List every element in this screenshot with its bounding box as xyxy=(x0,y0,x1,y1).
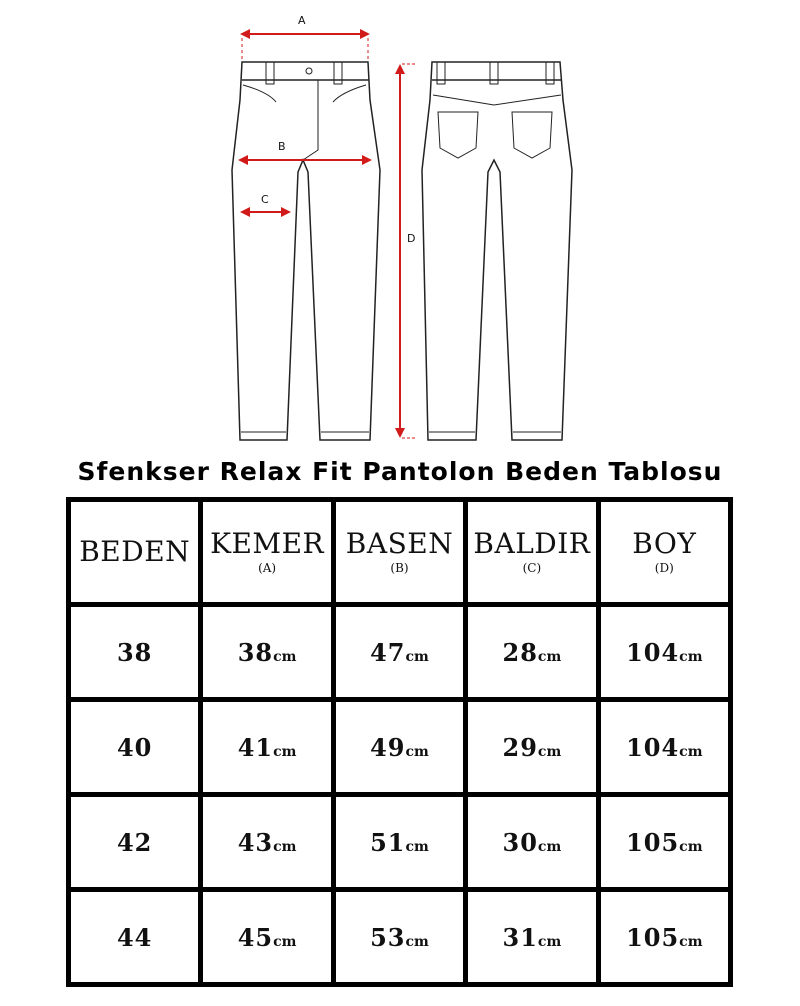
pants-measurement-diagram xyxy=(0,0,800,450)
row-4-beden-value: 44 xyxy=(116,922,153,952)
row-4-baldir xyxy=(468,892,595,982)
unit-label: cm xyxy=(679,838,703,855)
row-4-kemer xyxy=(203,892,330,982)
row-4-boy-value: 105 xyxy=(626,922,680,952)
row-2-boy xyxy=(601,702,728,792)
row-2-kemer xyxy=(203,702,330,792)
row-1-beden-value: 38 xyxy=(116,637,153,667)
row-1-boy xyxy=(601,607,728,697)
unit-label: cm xyxy=(537,933,562,950)
row-2-beden-value: 40 xyxy=(116,732,153,762)
page-title: Sfenkser Relax Fit Pantolon Beden Tablosu xyxy=(77,457,723,486)
measure-a-arrow-left xyxy=(240,29,250,39)
unit-label: cm xyxy=(405,933,429,950)
header-baldir xyxy=(468,502,595,602)
back-pants-outline xyxy=(422,62,572,440)
row-2-basen-value: 49 xyxy=(370,732,406,762)
header-kemer-sub: (A) xyxy=(258,561,277,575)
measure-c-arrow-left xyxy=(240,207,250,217)
size-table xyxy=(66,497,733,987)
back-pocket-left xyxy=(438,112,478,158)
row-3-beden xyxy=(71,797,198,887)
row-1-baldir-value: 28 xyxy=(502,637,538,667)
row-4-basen-value: 53 xyxy=(370,922,406,952)
header-boy-sub: (D) xyxy=(654,561,674,575)
unit-label: cm xyxy=(405,648,429,665)
row-4-beden xyxy=(71,892,198,982)
row-3-boy-value: 105 xyxy=(626,827,680,857)
header-boy-label: BOY xyxy=(632,527,697,560)
row-1-kemer-value: 38 xyxy=(237,637,274,667)
unit-label: cm xyxy=(537,648,562,665)
row-3-kemer xyxy=(203,797,330,887)
unit-label: cm xyxy=(273,838,297,855)
row-1-kemer xyxy=(203,607,330,697)
row-2-boy-value: 104 xyxy=(626,732,680,762)
header-beden-label: BEDEN xyxy=(79,535,191,568)
unit-label: cm xyxy=(679,933,703,950)
measure-a-arrow-right xyxy=(360,29,370,39)
measure-a-label: A xyxy=(298,14,306,27)
front-pocket-left xyxy=(243,85,276,102)
front-pocket-right xyxy=(333,85,366,102)
row-2-beden xyxy=(71,702,198,792)
unit-label: cm xyxy=(405,743,429,760)
row-2-kemer-value: 41 xyxy=(237,732,274,762)
header-beden xyxy=(71,502,198,602)
unit-label: cm xyxy=(679,648,703,665)
header-baldir-sub: (C) xyxy=(522,561,542,575)
front-pants-outline xyxy=(232,62,380,440)
unit-label: cm xyxy=(273,743,297,760)
pants-illustration xyxy=(0,0,800,450)
header-kemer xyxy=(203,502,330,602)
unit-label: cm xyxy=(679,743,703,760)
row-3-boy xyxy=(601,797,728,887)
unit-label: cm xyxy=(273,933,297,950)
row-3-basen xyxy=(336,797,463,887)
row-2-basen xyxy=(336,702,463,792)
measure-b-arrow-right xyxy=(362,155,372,165)
measure-b-arrow-left xyxy=(238,155,248,165)
row-3-kemer-value: 43 xyxy=(237,827,274,857)
row-4-boy xyxy=(601,892,728,982)
front-zip-fly xyxy=(303,80,318,160)
row-3-baldir xyxy=(468,797,595,887)
row-4-basen xyxy=(336,892,463,982)
row-4-kemer-value: 45 xyxy=(237,922,274,952)
row-3-beden-value: 42 xyxy=(116,827,153,857)
front-pants-view xyxy=(232,62,380,440)
header-kemer-label: KEMER xyxy=(210,527,325,560)
header-basen-label: BASEN xyxy=(345,527,454,560)
unit-label: cm xyxy=(273,648,297,665)
header-basen-sub: (B) xyxy=(390,561,409,575)
row-1-boy-value: 104 xyxy=(626,637,680,667)
back-pocket-right xyxy=(512,112,552,158)
measure-d-label: D xyxy=(407,232,416,245)
measure-d-arrow-top xyxy=(395,64,405,74)
header-baldir-label: BALDIR xyxy=(473,527,591,560)
row-3-baldir-value: 30 xyxy=(502,827,538,857)
unit-label: cm xyxy=(537,743,562,760)
row-3-basen-value: 51 xyxy=(370,827,406,857)
header-boy xyxy=(601,502,728,602)
measure-b-label: B xyxy=(278,140,286,153)
unit-label: cm xyxy=(405,838,429,855)
row-1-beden xyxy=(71,607,198,697)
row-4-baldir-value: 31 xyxy=(502,922,538,952)
measurement-lines xyxy=(238,29,416,438)
row-1-basen-value: 47 xyxy=(370,637,406,667)
measure-c-label: C xyxy=(261,193,269,206)
measure-c-arrow-right xyxy=(281,207,291,217)
row-2-baldir xyxy=(468,702,595,792)
row-1-baldir xyxy=(468,607,595,697)
front-button xyxy=(306,68,312,74)
measure-d-arrow-bottom xyxy=(395,428,405,438)
row-1-basen xyxy=(336,607,463,697)
back-yoke xyxy=(433,95,561,105)
unit-label: cm xyxy=(537,838,562,855)
header-basen xyxy=(336,502,463,602)
row-2-baldir-value: 29 xyxy=(502,732,538,762)
back-pants-view xyxy=(422,62,572,440)
